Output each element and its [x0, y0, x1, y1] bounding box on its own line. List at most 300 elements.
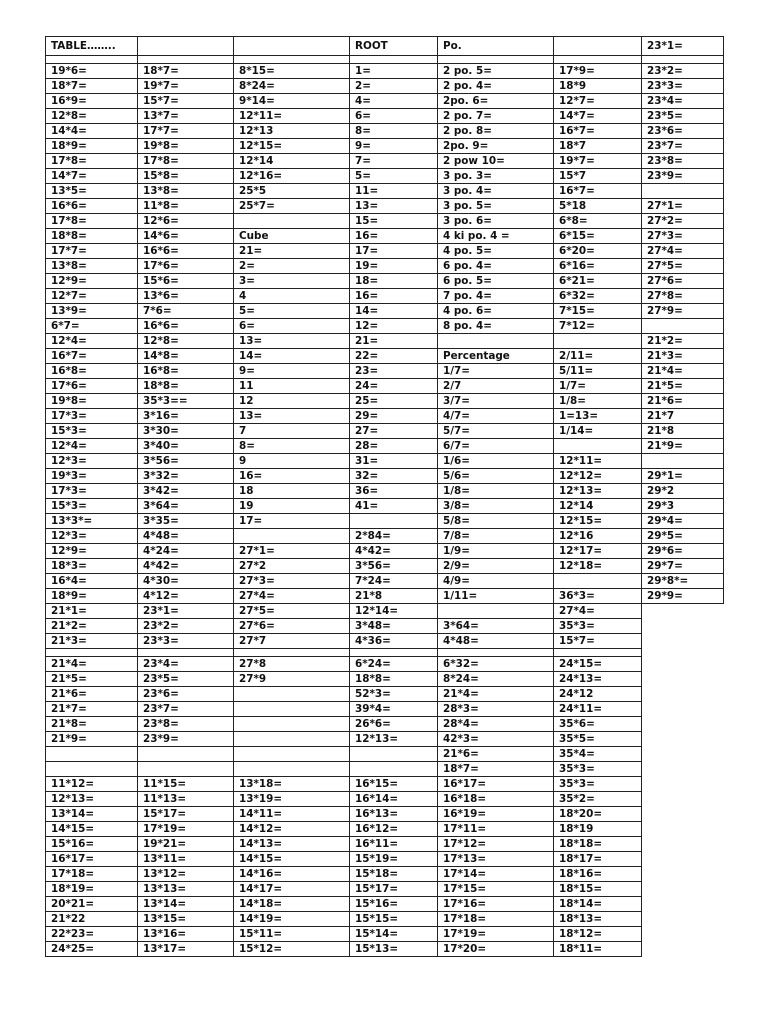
table-cell: 35*3=	[554, 777, 642, 792]
table-cell: 25*7=	[234, 199, 350, 214]
table-cell: 1/7=	[554, 379, 642, 394]
table-cell: 12*3=	[46, 454, 138, 469]
table-cell: 18*11=	[554, 942, 642, 957]
table-cell: 5/11=	[554, 364, 642, 379]
table-cell: 26*6=	[350, 717, 438, 732]
table-cell: 4=	[350, 94, 438, 109]
table-cell: 15*17=	[350, 882, 438, 897]
table-cell: 21*5=	[46, 672, 138, 687]
empty-space	[642, 882, 724, 897]
table-cell: 14=	[350, 304, 438, 319]
table-cell: 28=	[350, 439, 438, 454]
table-body	[46, 37, 724, 957]
table-cell: 16*6=	[138, 319, 234, 334]
table-cell: 6*24=	[350, 657, 438, 672]
table-cell: 15*12=	[234, 942, 350, 957]
table-cell: 17*19=	[438, 927, 554, 942]
table-cell: 17*3=	[46, 484, 138, 499]
table-row	[46, 484, 724, 499]
table-cell: 6*15=	[554, 229, 642, 244]
table-cell: 27*6=	[642, 274, 724, 289]
table-cell: 25*5	[234, 184, 350, 199]
table-cell: 21*4=	[46, 657, 138, 672]
table-cell: 35*3==	[138, 394, 234, 409]
table-cell: 23*3=	[642, 79, 724, 94]
table-cell: 15*11=	[234, 927, 350, 942]
table-cell: 2po. 6=	[438, 94, 554, 109]
table-cell: 12*13=	[554, 484, 642, 499]
spacer-cell	[554, 649, 642, 657]
table-cell: 9*14=	[234, 94, 350, 109]
table-cell: 18*14=	[554, 897, 642, 912]
table-cell: 21=	[234, 244, 350, 259]
table-cell: 27*3=	[234, 574, 350, 589]
table-cell	[46, 747, 138, 762]
table-cell: 19*21=	[138, 837, 234, 852]
table-cell: 16*15=	[350, 777, 438, 792]
table-cell: 19*8=	[138, 139, 234, 154]
table-cell: 12*4=	[46, 439, 138, 454]
table-cell: 15*19=	[350, 852, 438, 867]
table-cell: 7=	[350, 154, 438, 169]
table-cell	[234, 732, 350, 747]
table-row	[46, 897, 724, 912]
spacer-cell	[350, 649, 438, 657]
table-cell: 18*19=	[46, 882, 138, 897]
table-cell: 19*6=	[46, 64, 138, 79]
table-cell: 1=13=	[554, 409, 642, 424]
table-cell: 36*3=	[554, 589, 642, 604]
table-cell: 14=	[234, 349, 350, 364]
table-cell: 29*7=	[642, 559, 724, 574]
table-cell: 23*9=	[642, 169, 724, 184]
table-cell: 17*13=	[438, 852, 554, 867]
table-cell: 22*23=	[46, 927, 138, 942]
table-row	[46, 912, 724, 927]
empty-space	[642, 837, 724, 852]
table-cell: 13*18=	[234, 777, 350, 792]
empty-space	[642, 777, 724, 792]
table-cell: 15*16=	[46, 837, 138, 852]
table-row	[46, 349, 724, 364]
spacer-cell	[46, 56, 138, 64]
table-cell: 13*3*=	[46, 514, 138, 529]
table-cell: 19*7=	[554, 154, 642, 169]
empty-space	[642, 912, 724, 927]
table-cell: 12*8=	[138, 334, 234, 349]
empty-space	[642, 942, 724, 957]
table-cell	[234, 747, 350, 762]
table-cell: 23=	[350, 364, 438, 379]
table-cell: 4*24=	[138, 544, 234, 559]
table-cell: 24*12	[554, 687, 642, 702]
table-cell: 22=	[350, 349, 438, 364]
table-row	[46, 574, 724, 589]
table-cell: 18*9=	[46, 139, 138, 154]
table-cell: 23*8=	[138, 717, 234, 732]
table-cell: 11*13=	[138, 792, 234, 807]
table-row	[46, 439, 724, 454]
table-cell: 5=	[234, 304, 350, 319]
table-cell: 12*12=	[554, 469, 642, 484]
table-cell: 27*8=	[642, 289, 724, 304]
table-cell: 1=	[350, 64, 438, 79]
table-cell	[438, 604, 554, 619]
table-cell: 21*2=	[642, 334, 724, 349]
table-cell: 2 po. 4=	[438, 79, 554, 94]
table-cell: 16*6=	[46, 199, 138, 214]
table-cell: 1/7=	[438, 364, 554, 379]
table-row	[46, 229, 724, 244]
table-cell: 15*8=	[138, 169, 234, 184]
table-row	[46, 169, 724, 184]
spacer-cell	[46, 649, 138, 657]
table-row	[46, 334, 724, 349]
table-cell: 4*48=	[138, 529, 234, 544]
table-cell: 17*9=	[554, 64, 642, 79]
table-cell	[554, 334, 642, 349]
table-cell	[350, 514, 438, 529]
table-row	[46, 807, 724, 822]
empty-space	[642, 747, 724, 762]
table-cell: 27*2	[234, 559, 350, 574]
spacer-cell	[438, 56, 554, 64]
table-cell: 21*7=	[46, 702, 138, 717]
empty-space	[642, 807, 724, 822]
table-cell: 29*2	[642, 484, 724, 499]
table-row	[46, 619, 724, 634]
table-cell: Cube	[234, 229, 350, 244]
spacer-cell	[234, 56, 350, 64]
table-cell: 23*6=	[642, 124, 724, 139]
table-cell: 16*8=	[138, 364, 234, 379]
table-cell: 18	[234, 484, 350, 499]
table-row	[46, 379, 724, 394]
table-row	[46, 454, 724, 469]
table-cell: 12*11=	[554, 454, 642, 469]
table-cell: 21*8	[642, 424, 724, 439]
table-cell: 52*3=	[350, 687, 438, 702]
table-cell	[642, 184, 724, 199]
table-cell: 17*8=	[46, 154, 138, 169]
table-cell: 27*9=	[642, 304, 724, 319]
table-cell: 8=	[350, 124, 438, 139]
table-cell: 5=	[350, 169, 438, 184]
table-cell: 18*8=	[46, 229, 138, 244]
table-cell: 12*16	[554, 529, 642, 544]
table-cell: 29*1=	[642, 469, 724, 484]
table-cell: 15*7=	[138, 94, 234, 109]
table-cell: 4 po. 6=	[438, 304, 554, 319]
table-cell: 17*6=	[138, 259, 234, 274]
table-cell: 2 po. 8=	[438, 124, 554, 139]
table-cell: 4/9=	[438, 574, 554, 589]
table-cell: 25=	[350, 394, 438, 409]
table-cell	[234, 214, 350, 229]
spacer-cell	[554, 56, 642, 64]
table-cell: 12*15=	[234, 139, 350, 154]
table-cell	[234, 702, 350, 717]
table-cell: 13*8=	[138, 184, 234, 199]
table-cell: 12*14=	[350, 604, 438, 619]
table-cell: 14*18=	[234, 897, 350, 912]
table-cell: 11*12=	[46, 777, 138, 792]
table-cell: 5/7=	[438, 424, 554, 439]
table-cell: 23*2=	[642, 64, 724, 79]
table-row	[46, 657, 724, 672]
table-cell	[138, 37, 234, 56]
table-cell: 3*42=	[138, 484, 234, 499]
table-cell	[46, 762, 138, 777]
table-cell: 14*8=	[138, 349, 234, 364]
table-cell: 27*4=	[554, 604, 642, 619]
table-row	[46, 544, 724, 559]
table-cell: 14*7=	[46, 169, 138, 184]
table-cell: 17*8=	[46, 214, 138, 229]
table-cell: 13*17=	[138, 942, 234, 957]
table-cell: 17*16=	[438, 897, 554, 912]
table-cell: 32=	[350, 469, 438, 484]
table-cell: 27*2=	[642, 214, 724, 229]
table-cell: 16*17=	[46, 852, 138, 867]
table-cell: 13*8=	[46, 259, 138, 274]
table-row	[46, 514, 724, 529]
table-cell: 17*8=	[138, 154, 234, 169]
table-cell: 6 po. 5=	[438, 274, 554, 289]
table-cell: 24*13=	[554, 672, 642, 687]
table-cell: 3 po. 4=	[438, 184, 554, 199]
table-cell: 27*1=	[642, 199, 724, 214]
table-row	[46, 687, 724, 702]
table-cell: 21*9=	[46, 732, 138, 747]
table-cell: 23*8=	[642, 154, 724, 169]
table-cell: 1/14=	[554, 424, 642, 439]
table-cell: 16*11=	[350, 837, 438, 852]
spacer-cell	[438, 649, 554, 657]
table-cell: 11*15=	[138, 777, 234, 792]
table-cell: 42*3=	[438, 732, 554, 747]
table-cell	[350, 747, 438, 762]
table-cell: 6*16=	[554, 259, 642, 274]
table-row	[46, 702, 724, 717]
table-cell: 8 po. 4=	[438, 319, 554, 334]
table-row	[46, 942, 724, 957]
table-cell: 6=	[234, 319, 350, 334]
table-cell: 3*32=	[138, 469, 234, 484]
table-cell: 12*14	[554, 499, 642, 514]
table-cell: 27*1=	[234, 544, 350, 559]
table-cell: 1/8=	[554, 394, 642, 409]
table-cell: 28*4=	[438, 717, 554, 732]
table-cell: 12*17=	[554, 544, 642, 559]
table-cell: 21*9=	[642, 439, 724, 454]
empty-space	[642, 657, 724, 672]
table-cell: 13*5=	[46, 184, 138, 199]
table-cell: 35*2=	[554, 792, 642, 807]
table-cell: 18*18=	[554, 837, 642, 852]
table-row	[46, 37, 724, 56]
table-row	[46, 559, 724, 574]
table-cell: 12*7=	[554, 94, 642, 109]
table-cell: 23*9=	[138, 732, 234, 747]
table-row	[46, 214, 724, 229]
table-cell: 23*6=	[138, 687, 234, 702]
table-cell	[554, 439, 642, 454]
table-cell: 6=	[350, 109, 438, 124]
empty-space	[642, 792, 724, 807]
table-cell: 2/11=	[554, 349, 642, 364]
table-cell: 12*6=	[138, 214, 234, 229]
table-cell: 13*6=	[138, 289, 234, 304]
table-cell: 16*12=	[350, 822, 438, 837]
table-cell: 15*6=	[138, 274, 234, 289]
table-cell: 3 po. 6=	[438, 214, 554, 229]
table-cell: 6*8=	[554, 214, 642, 229]
table-cell: 29*5=	[642, 529, 724, 544]
table-row	[46, 79, 724, 94]
table-cell: 21*22	[46, 912, 138, 927]
table-cell: 18*20=	[554, 807, 642, 822]
table-cell: 18*7	[554, 139, 642, 154]
table-cell: 19*3=	[46, 469, 138, 484]
table-cell: 7*24=	[350, 574, 438, 589]
table-cell: 1/9=	[438, 544, 554, 559]
table-cell: 27*7	[234, 634, 350, 649]
table-cell: Po.	[438, 37, 554, 56]
table-cell: 21*8	[350, 589, 438, 604]
table-row	[46, 792, 724, 807]
table-cell: 35*3=	[554, 762, 642, 777]
table-row	[46, 732, 724, 747]
table-cell: 9	[234, 454, 350, 469]
table-cell: 19*8=	[46, 394, 138, 409]
table-cell: 14*13=	[234, 837, 350, 852]
table-cell: 12*9=	[46, 274, 138, 289]
spacer-cell	[350, 56, 438, 64]
table-cell	[554, 37, 642, 56]
table-cell: 19=	[350, 259, 438, 274]
table-cell: 7	[234, 424, 350, 439]
table-cell: 13*11=	[138, 852, 234, 867]
table-cell: 9=	[234, 364, 350, 379]
empty-space	[642, 762, 724, 777]
table-cell: 3*64=	[138, 499, 234, 514]
table-row	[46, 499, 724, 514]
table-cell: 3=	[234, 274, 350, 289]
table-cell: 2/9=	[438, 559, 554, 574]
table-cell: 3/7=	[438, 394, 554, 409]
table-cell: 2=	[350, 79, 438, 94]
table-cell: 2po. 9=	[438, 139, 554, 154]
table-cell: 15*13=	[350, 942, 438, 957]
table-cell: 3*16=	[138, 409, 234, 424]
table-cell: 35*3=	[554, 619, 642, 634]
table-row	[46, 259, 724, 274]
empty-space	[642, 732, 724, 747]
table-row	[46, 717, 724, 732]
table-cell: 4 po. 5=	[438, 244, 554, 259]
table-cell: 2 pow 10=	[438, 154, 554, 169]
table-cell: 3*30=	[138, 424, 234, 439]
table-cell: 24=	[350, 379, 438, 394]
table-cell: 17*7=	[46, 244, 138, 259]
table-cell: 2=	[234, 259, 350, 274]
table-cell: 27*4=	[234, 589, 350, 604]
table-cell: 27*4=	[642, 244, 724, 259]
spacer-cell	[234, 649, 350, 657]
table-cell: 29*6=	[642, 544, 724, 559]
table-cell: 17*19=	[138, 822, 234, 837]
table-cell: 11*8=	[138, 199, 234, 214]
table-cell: 4*30=	[138, 574, 234, 589]
table-cell: 12*15=	[554, 514, 642, 529]
table-cell: 16*4=	[46, 574, 138, 589]
table-cell: 27*9	[234, 672, 350, 687]
table-cell: 17*6=	[46, 379, 138, 394]
table-cell: 21*3=	[642, 349, 724, 364]
table-cell: 21*4=	[642, 364, 724, 379]
empty-space	[642, 702, 724, 717]
table-cell: 35*5=	[554, 732, 642, 747]
table-cell: 12*8=	[46, 109, 138, 124]
table-cell	[234, 687, 350, 702]
table-cell: 8*24=	[438, 672, 554, 687]
table-cell: 27*8	[234, 657, 350, 672]
table-cell: 3*48=	[350, 619, 438, 634]
table-cell: 35*6=	[554, 717, 642, 732]
table-cell: 12*9=	[46, 544, 138, 559]
table-cell: 24*25=	[46, 942, 138, 957]
table-cell: 17=	[350, 244, 438, 259]
table-row	[46, 109, 724, 124]
table-cell: 16*19=	[438, 807, 554, 822]
table-cell: 13=	[350, 199, 438, 214]
table-row	[46, 124, 724, 139]
table-cell: 18*3=	[46, 559, 138, 574]
table-cell: 6*20=	[554, 244, 642, 259]
table-cell: 14*17=	[234, 882, 350, 897]
table-cell: ROOT	[350, 37, 438, 56]
table-cell: 18*7=	[138, 64, 234, 79]
table-cell: 15*18=	[350, 867, 438, 882]
table-cell: 3*64=	[438, 619, 554, 634]
table-cell: 6*21=	[554, 274, 642, 289]
table-cell: 18*15=	[554, 882, 642, 897]
table-cell: 3*56=	[138, 454, 234, 469]
table-cell: 31=	[350, 454, 438, 469]
table-row	[46, 882, 724, 897]
table-cell: 14*15=	[234, 852, 350, 867]
table-cell: 12*13=	[46, 792, 138, 807]
table-cell: 36=	[350, 484, 438, 499]
table-cell: 18*7=	[46, 79, 138, 94]
table-row	[46, 837, 724, 852]
table-cell: 3/8=	[438, 499, 554, 514]
table-cell: 27=	[350, 424, 438, 439]
table-cell: 3*35=	[138, 514, 234, 529]
table-cell: 20*21=	[46, 897, 138, 912]
table-cell: 29*9=	[642, 589, 724, 604]
table-cell: 2 po. 7=	[438, 109, 554, 124]
table-cell: 3 po. 3=	[438, 169, 554, 184]
table-cell: 21*3=	[46, 634, 138, 649]
table-cell: 14*7=	[554, 109, 642, 124]
table-cell: 12*4=	[46, 334, 138, 349]
table-cell: 23*7=	[138, 702, 234, 717]
table-cell: 8*15=	[234, 64, 350, 79]
table-row	[46, 199, 724, 214]
table-cell: 23*4=	[138, 657, 234, 672]
